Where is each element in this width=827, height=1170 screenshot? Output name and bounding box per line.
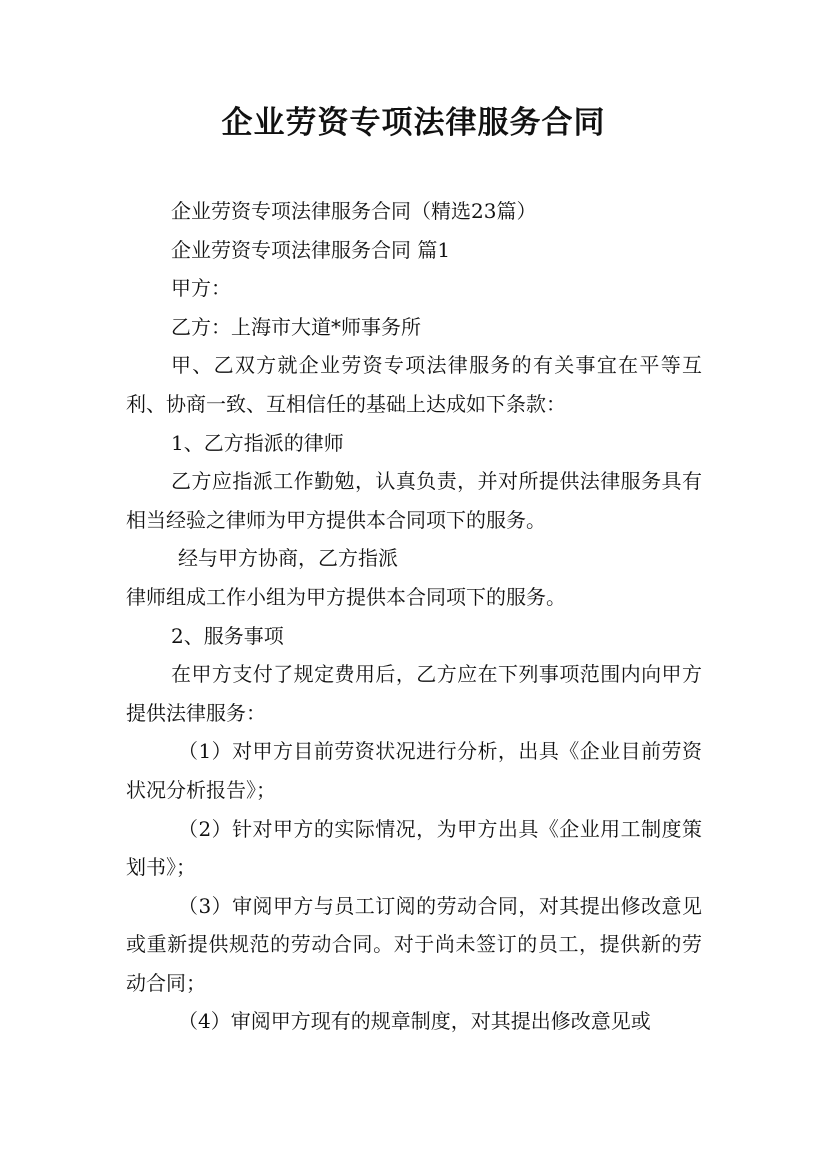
paragraph-item-2: （2）针对甲方的实际情况，为甲方出具《企业用工制度策划书》； — [126, 816, 702, 880]
paragraph-item-4: （4）审阅甲方现有的规章制度，对其提出修改意见或 — [178, 1009, 651, 1034]
paragraph-preamble: 甲、乙双方就企业劳资专项法律服务的有关事宜在平等互利、协商一致、互相信任的基础上达成如下条款： — [126, 353, 702, 416]
paragraph-team: 律师组成工作小组为甲方提供本合同项下的服务。 — [126, 584, 566, 609]
paragraph-item-3: （3）审阅甲方与员工订阅的劳动合同，对其提出修改意见或重新提供规范的劳动合同。对于尚未签订的员工，提供新的劳动合同； — [126, 893, 702, 995]
paragraph-subtitle: 企业劳资专项法律服务合同（精选23篇） — [171, 199, 537, 223]
paragraph-party-b: 乙方：上海市大道*师事务所 — [171, 314, 421, 339]
paragraph-item-1: （1）对甲方目前劳资状况进行分析，出具《企业目前劳资状况分析报告》； — [126, 739, 702, 802]
document-title: 企业劳资专项法律服务合同 — [221, 105, 606, 141]
paragraph-chapter-heading: 企业劳资专项法律服务合同 篇1 — [171, 237, 451, 262]
paragraph-section-2-heading: 2、服务事项 — [171, 623, 284, 648]
paragraph-assignment: 经与甲方协商，乙方指派 — [178, 546, 398, 571]
document-body — [126, 192, 702, 1041]
paragraph-section-2-body: 在甲方支付了规定费用后，乙方应在下列事项范围内向甲方提供法律服务： — [126, 662, 702, 725]
paragraph-section-1-heading: 1、乙方指派的律师 — [171, 430, 344, 455]
paragraph-section-1-body: 乙方应指派工作勤勉，认真负责，并对所提供法律服务具有相当经验之律师为甲方提供本合同项下的服务。 — [126, 469, 702, 532]
paragraph-party-a: 甲方： — [171, 276, 231, 301]
